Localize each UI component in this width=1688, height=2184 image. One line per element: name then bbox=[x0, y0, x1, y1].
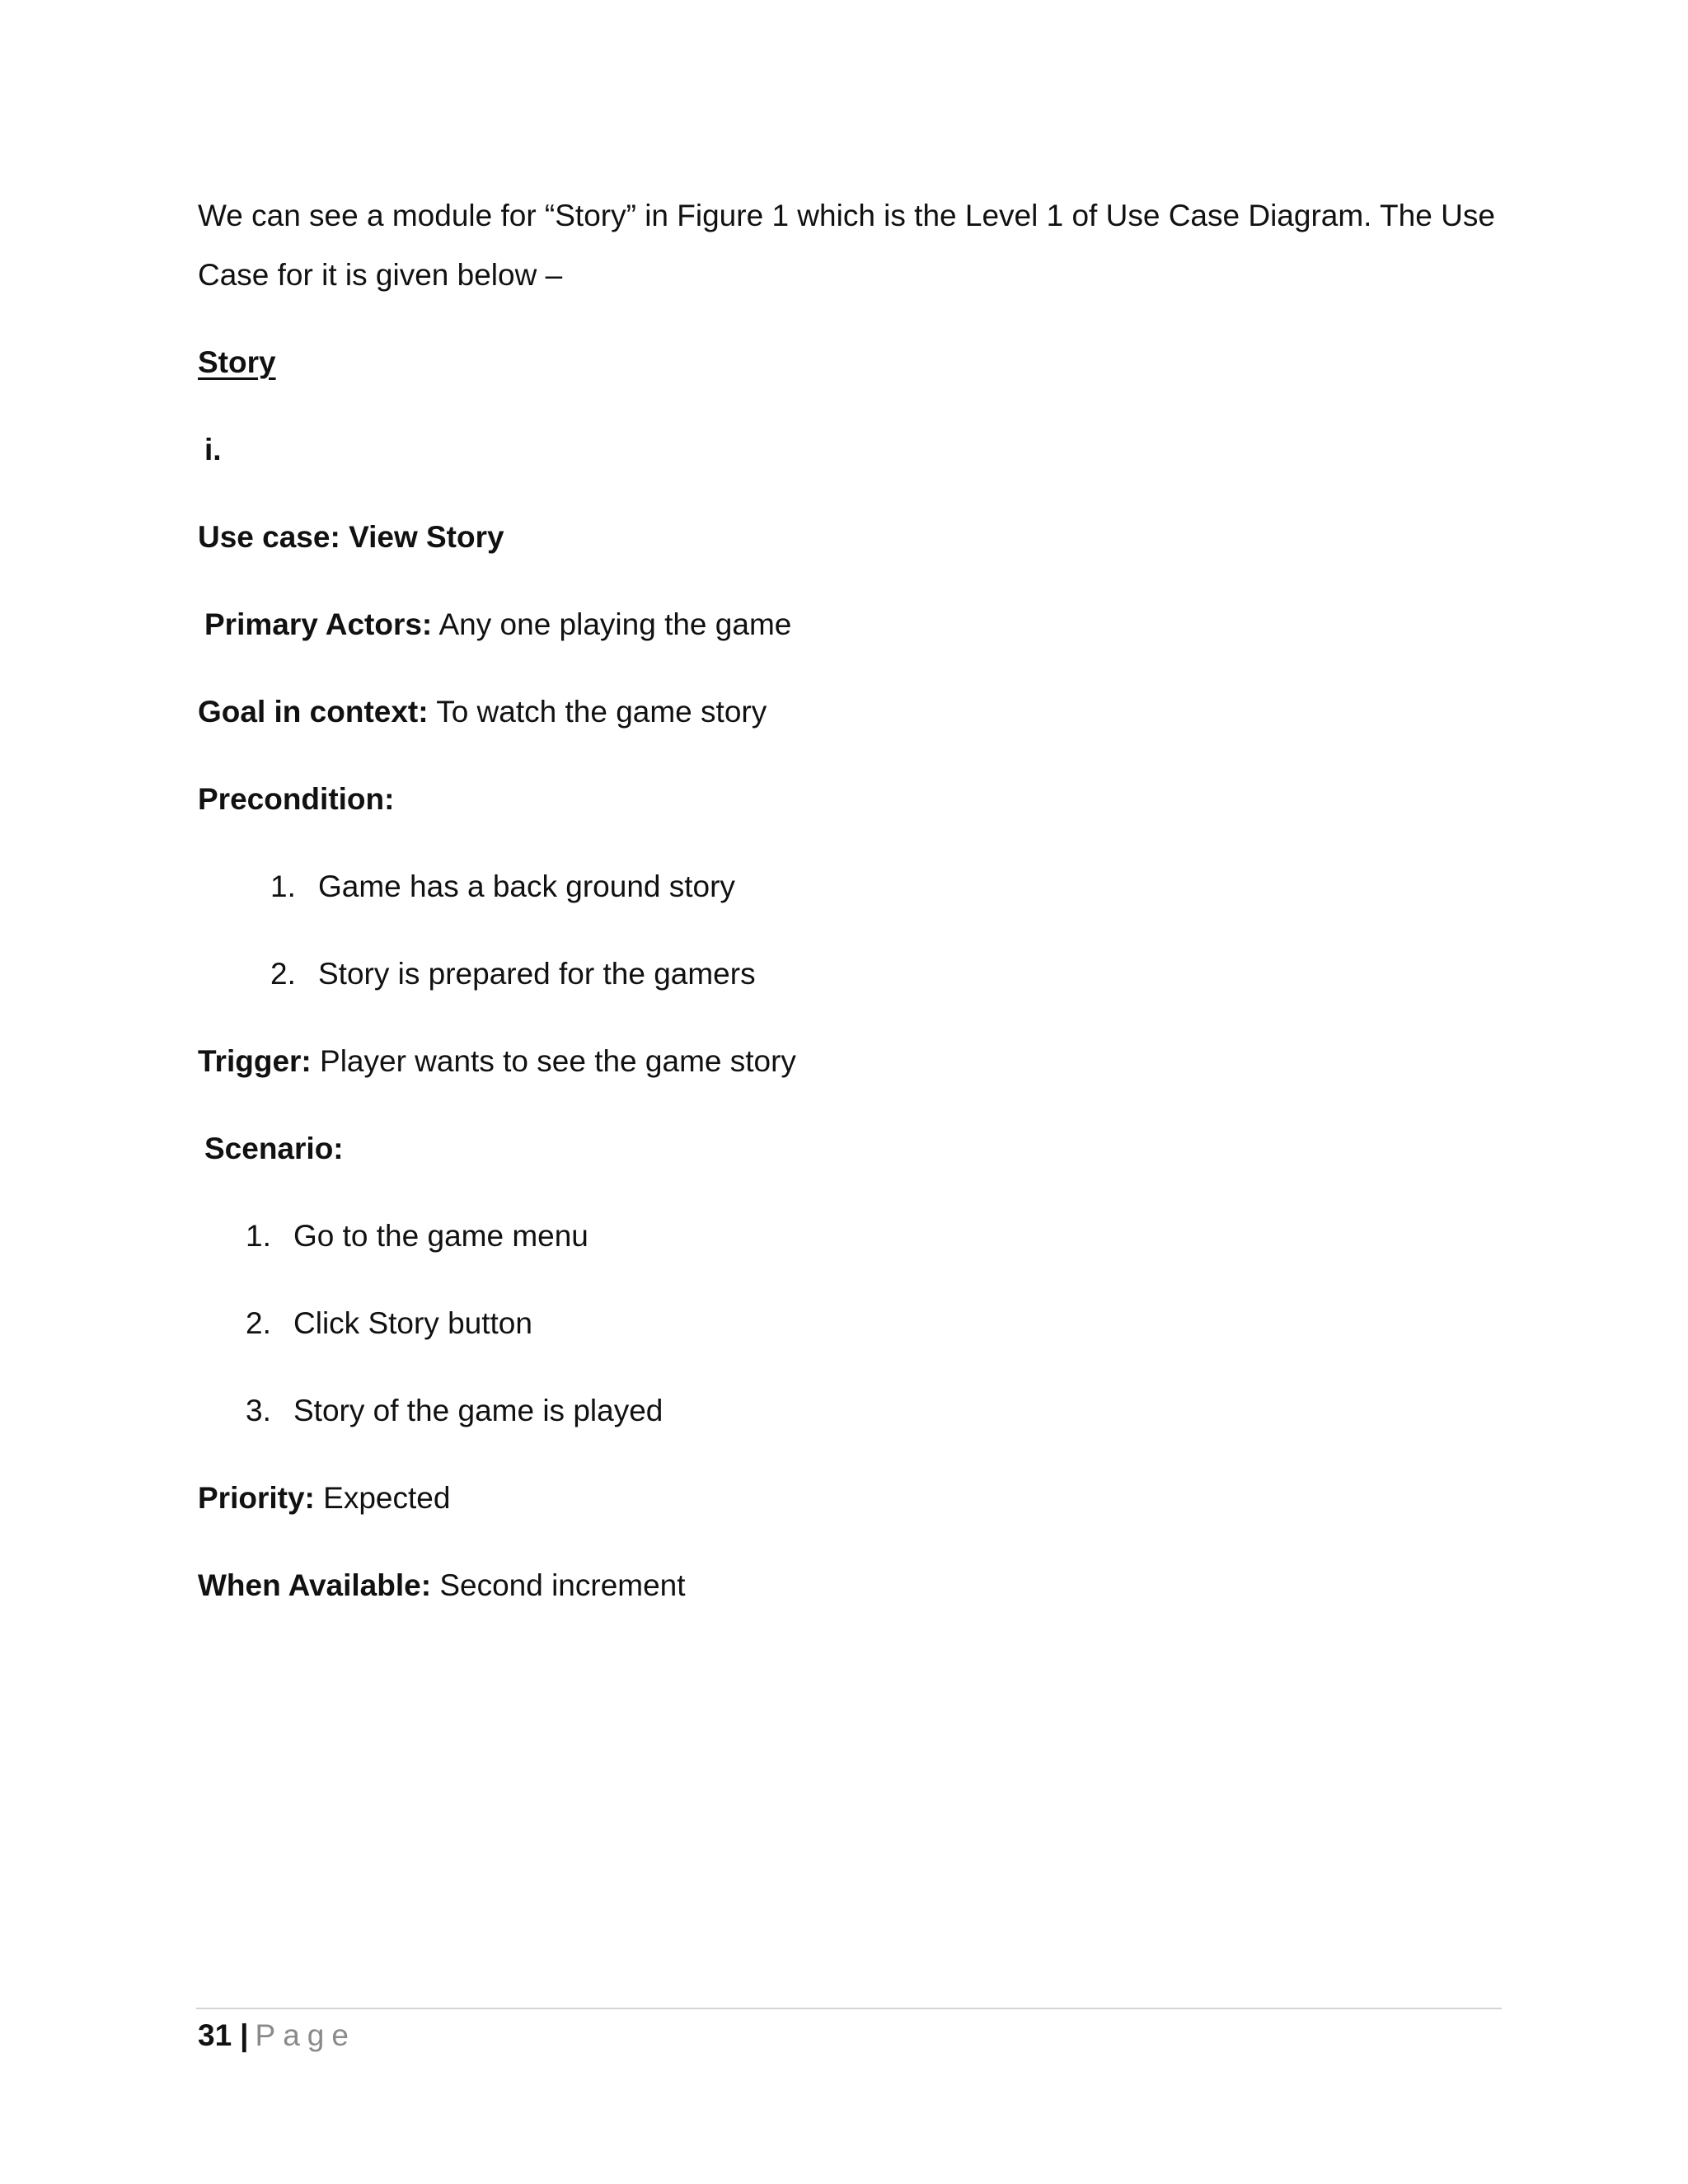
priority-label: Priority: bbox=[198, 1481, 315, 1515]
list-text: Story of the game is played bbox=[293, 1394, 663, 1427]
page-number: 31 bbox=[198, 2018, 232, 2052]
footer-separator: | bbox=[240, 2018, 249, 2052]
scenario-item bbox=[246, 1218, 588, 1254]
priority-value: Expected bbox=[323, 1481, 451, 1515]
precondition-item bbox=[270, 869, 735, 905]
goal-row bbox=[198, 694, 767, 730]
goal-label: Goal in context: bbox=[198, 695, 429, 729]
list-text: Go to the game menu bbox=[293, 1219, 588, 1253]
page-footer bbox=[198, 2018, 356, 2054]
list-text: Game has a back ground story bbox=[318, 869, 735, 903]
list-number: 2. bbox=[270, 957, 296, 991]
precondition-label: Precondition: bbox=[198, 782, 395, 816]
primary-actors-row bbox=[204, 607, 791, 643]
list-text: Click Story button bbox=[293, 1306, 532, 1340]
intro-line-1: We can see a module for “Story” in Figure 1 which is the Level 1 of Use Case Diagram. The Use bbox=[198, 199, 1495, 232]
primary-actors-label: Primary Actors: bbox=[204, 607, 433, 641]
trigger-label: Trigger: bbox=[198, 1044, 312, 1078]
list-number: 2. bbox=[246, 1306, 271, 1340]
when-available-value: Second increment bbox=[439, 1568, 686, 1602]
page-word: Page bbox=[255, 2018, 356, 2052]
list-number: 1. bbox=[270, 869, 296, 903]
footer-divider bbox=[196, 2008, 1502, 2009]
list-number: 3. bbox=[246, 1394, 271, 1427]
primary-actors-value: Any one playing the game bbox=[438, 607, 792, 641]
scenario-item bbox=[246, 1305, 532, 1342]
when-available-label: When Available: bbox=[198, 1568, 432, 1602]
precondition-item bbox=[270, 956, 756, 992]
list-number: 1. bbox=[246, 1219, 271, 1253]
goal-value: To watch the game story bbox=[436, 695, 767, 729]
use-case-label: Use case: bbox=[198, 520, 340, 554]
trigger-value: Player wants to see the game story bbox=[320, 1044, 796, 1078]
intro-line-2: Case for it is given below – bbox=[198, 258, 563, 292]
section-title: Story bbox=[198, 345, 276, 379]
list-text: Story is prepared for the gamers bbox=[318, 957, 756, 991]
use-case-value: View Story bbox=[349, 520, 504, 554]
trigger-row bbox=[198, 1043, 796, 1080]
scenario-label: Scenario: bbox=[204, 1132, 344, 1165]
use-case-row bbox=[198, 519, 504, 555]
priority-row bbox=[198, 1480, 450, 1516]
when-available-row bbox=[198, 1568, 686, 1604]
roman-index: i. bbox=[204, 433, 222, 466]
scenario-item bbox=[246, 1393, 663, 1429]
